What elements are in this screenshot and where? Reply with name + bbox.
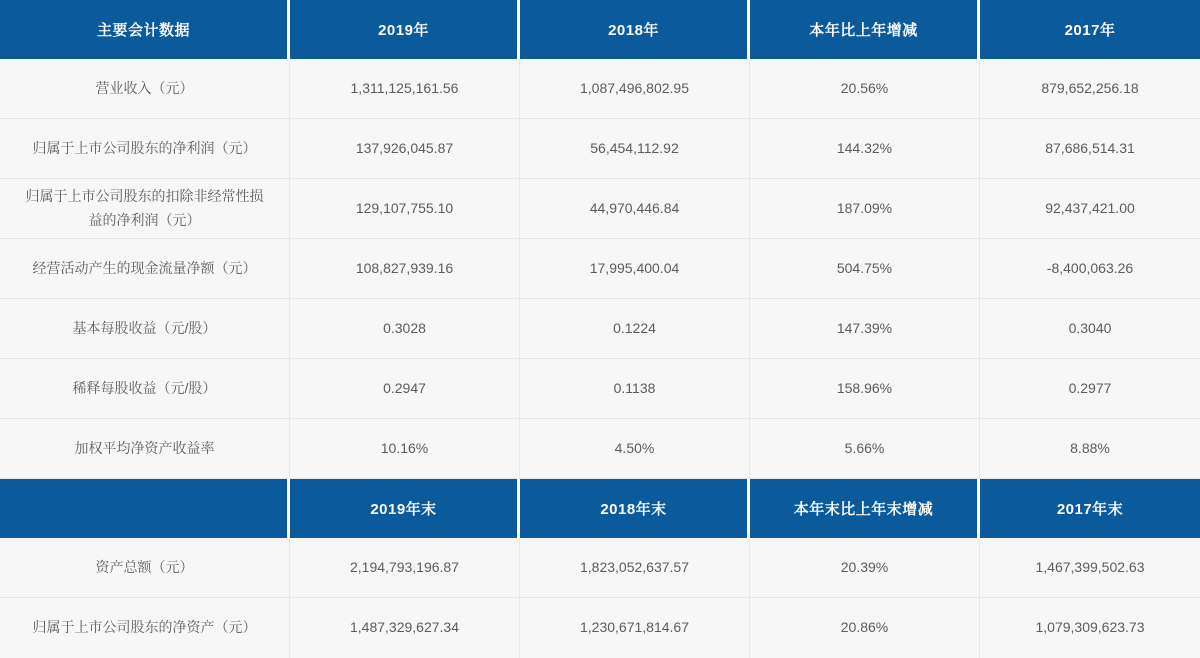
column-header: 2019年末 [290,479,520,538]
cell-value: 5.66% [750,419,980,479]
cell-value: 0.1224 [520,299,750,359]
cell-value: 187.09% [750,179,980,239]
row-label: 营业收入（元） [0,59,290,119]
cell-value: 8.88% [980,419,1200,479]
cell-value: 129,107,755.10 [290,179,520,239]
cell-value: 4.50% [520,419,750,479]
table-row [0,359,1200,419]
cell-value: 504.75% [750,239,980,299]
cell-value: 1,487,329,627.34 [290,598,520,658]
cell-value: 2,194,793,196.87 [290,538,520,598]
year-end-section-header [0,479,1200,538]
cell-value: 0.3040 [980,299,1200,359]
annual-section-header [0,0,1200,59]
column-header: 2018年 [520,0,750,59]
table-row [0,598,1200,658]
table-row [0,538,1200,598]
cell-value: 87,686,514.31 [980,119,1200,179]
row-label: 经营活动产生的现金流量净额（元） [0,239,290,299]
cell-value: 879,652,256.18 [980,59,1200,119]
cell-value: 137,926,045.87 [290,119,520,179]
column-header [0,479,290,538]
cell-value: 1,230,671,814.67 [520,598,750,658]
row-label: 资产总额（元） [0,538,290,598]
column-header: 2019年 [290,0,520,59]
cell-value: 56,454,112.92 [520,119,750,179]
cell-value: -8,400,063.26 [980,239,1200,299]
column-header: 2018年末 [520,479,750,538]
cell-value: 0.1138 [520,359,750,419]
cell-value: 1,823,052,637.57 [520,538,750,598]
column-header: 2017年 [980,0,1200,59]
table-row [0,299,1200,359]
cell-value: 20.56% [750,59,980,119]
cell-value: 158.96% [750,359,980,419]
table-row [0,59,1200,119]
column-header: 本年比上年增减 [750,0,980,59]
column-header: 主要会计数据 [0,0,290,59]
cell-value: 1,087,496,802.95 [520,59,750,119]
table-row [0,179,1200,239]
cell-value: 0.3028 [290,299,520,359]
annual-section-body [0,59,1200,479]
cell-value: 108,827,939.16 [290,239,520,299]
table-row [0,239,1200,299]
cell-value: 147.39% [750,299,980,359]
cell-value: 1,311,125,161.56 [290,59,520,119]
cell-value: 20.86% [750,598,980,658]
cell-value: 20.39% [750,538,980,598]
column-header: 2017年末 [980,479,1200,538]
row-label: 归属于上市公司股东的净资产（元） [0,598,290,658]
row-label: 稀释每股收益（元/股） [0,359,290,419]
column-header: 本年末比上年末增减 [750,479,980,538]
year-end-section-body [0,538,1200,658]
cell-value: 10.16% [290,419,520,479]
table-row [0,119,1200,179]
cell-value: 1,467,399,502.63 [980,538,1200,598]
table-row [0,419,1200,479]
row-label: 基本每股收益（元/股） [0,299,290,359]
cell-value: 1,079,309,623.73 [980,598,1200,658]
cell-value: 0.2947 [290,359,520,419]
row-label: 加权平均净资产收益率 [0,419,290,479]
header-row-year-end [0,479,1200,538]
header-row-annual [0,0,1200,59]
cell-value: 144.32% [750,119,980,179]
cell-value: 44,970,446.84 [520,179,750,239]
row-label: 归属于上市公司股东的扣除非经常性损益的净利润（元） [0,179,290,239]
cell-value: 0.2977 [980,359,1200,419]
row-label: 归属于上市公司股东的净利润（元） [0,119,290,179]
cell-value: 17,995,400.04 [520,239,750,299]
cell-value: 92,437,421.00 [980,179,1200,239]
